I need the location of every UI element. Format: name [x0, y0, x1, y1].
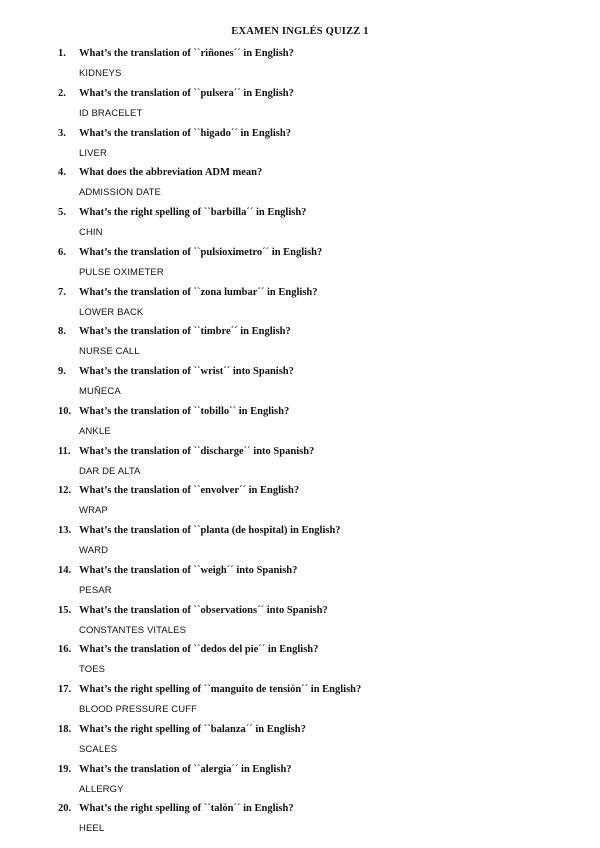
question-text: What’s the translation of ``higado´´ in English?	[79, 127, 291, 139]
page-title: EXAMEN INGLÉS QUIZZ 1	[231, 26, 369, 37]
question-number: 10.	[58, 405, 72, 417]
question-text: What’s the translation of ``timbre´´ in English?	[79, 326, 291, 338]
answer-text: ALLERGY	[79, 783, 124, 795]
question-item	[0, 680, 600, 720]
answer-text: ANKLE	[79, 425, 111, 437]
question-item	[0, 322, 600, 362]
question-number: 15.	[58, 604, 72, 616]
question-item	[0, 760, 600, 800]
question-text: What’s the translation of ``planta (de hospital) in English?	[79, 525, 341, 536]
question-text: What’s the translation of ``alergia´´ in English?	[79, 763, 292, 775]
question-text: What’s the right spelling of ``talón´´ in English?	[79, 803, 294, 815]
question-item	[0, 362, 600, 402]
answer-text: CHIN	[79, 227, 103, 238]
question-text: What’s the translation of ``zona lumbar´´ in English?	[79, 286, 318, 298]
question-item	[0, 84, 600, 124]
question-number: 7.	[58, 286, 66, 298]
question-text: What’s the translation of ``riñones´´ in English?	[79, 48, 294, 59]
question-text: What’s the right spelling of ``barbilla´´ in English?	[79, 207, 307, 218]
answer-text: ADMISSION DATE	[79, 187, 161, 199]
question-number: 19.	[58, 763, 72, 775]
answer-text: PESAR	[79, 584, 112, 596]
question-text: What’s the translation of ``envolver´´ in English?	[79, 485, 300, 497]
answer-text: NURSE CALL	[79, 346, 140, 358]
question-item	[0, 243, 600, 283]
answer-text: DAR DE ALTA	[79, 465, 141, 477]
question-number: 20.	[58, 803, 72, 815]
question-number: 3.	[58, 127, 66, 139]
answer-text: PULSE OXIMETER	[79, 266, 164, 278]
answer-text: KIDNEYS	[79, 68, 122, 79]
question-item	[0, 283, 600, 323]
question-item	[0, 799, 600, 839]
question-number: 16.	[58, 644, 72, 656]
answer-text: TOES	[79, 664, 106, 676]
question-number: 18.	[58, 723, 72, 735]
question-number: 2.	[58, 87, 66, 99]
question-number: 12.	[58, 485, 72, 497]
question-text: What does the abbreviation ADM mean?	[79, 167, 263, 179]
question-list	[0, 44, 600, 839]
question-item	[0, 124, 600, 164]
question-text: What’s the translation of ``pulsera´´ in English?	[79, 87, 294, 99]
answer-text: LOWER BACK	[79, 306, 144, 318]
question-number: 5.	[58, 207, 66, 218]
question-number: 1.	[58, 48, 66, 59]
answer-text: MUÑECA	[79, 386, 121, 397]
answer-text: HEEL	[79, 823, 105, 835]
question-item	[0, 163, 600, 203]
question-text: What’s the translation of ``tobillo´´ in English?	[79, 405, 290, 417]
question-text: What’s the translation of ``dedos del pie´´ in English?	[79, 644, 319, 656]
question-text: What’s the translation of ``pulsioximetro´´ in English?	[79, 246, 323, 258]
question-item	[0, 601, 600, 641]
answer-text: BLOOD PRESSURE CUFF	[79, 704, 198, 715]
question-item	[0, 203, 600, 243]
question-text: What’s the translation of ``discharge´´ into Spanish?	[79, 445, 315, 457]
question-item	[0, 442, 600, 482]
answer-text: ID BRACELET	[79, 107, 143, 119]
question-item	[0, 720, 600, 760]
answer-text: CONSTANTES VITALES	[79, 624, 187, 636]
question-number: 11.	[58, 445, 71, 457]
question-text: What’s the translation of ``weigh´´ into Spanish?	[79, 564, 298, 576]
answer-text: LIVER	[79, 147, 107, 159]
answer-text: SCALES	[79, 743, 118, 755]
question-number: 8.	[58, 326, 66, 338]
answer-text: WRAP	[79, 505, 108, 517]
question-number: 14.	[58, 564, 72, 576]
question-text: What’s the right spelling of ``balanza´´ in English?	[79, 723, 306, 735]
question-item	[0, 521, 600, 561]
question-item	[0, 640, 600, 680]
question-number: 17.	[58, 684, 72, 695]
question-item	[0, 44, 600, 84]
question-item	[0, 481, 600, 521]
question-item	[0, 402, 600, 442]
question-number: 4.	[58, 167, 66, 179]
question-text: What’s the right spelling of ``manguito de tensión´´ in English?	[79, 684, 362, 695]
question-number: 13.	[58, 525, 72, 536]
question-text: What’s the translation of ``wrist´´ into Spanish?	[79, 366, 294, 377]
question-item	[0, 561, 600, 601]
question-text: What’s the translation of ``observations´´ into Spanish?	[79, 604, 328, 616]
question-number: 6.	[58, 246, 66, 258]
question-number: 9.	[58, 366, 66, 377]
answer-text: WARD	[79, 545, 109, 556]
